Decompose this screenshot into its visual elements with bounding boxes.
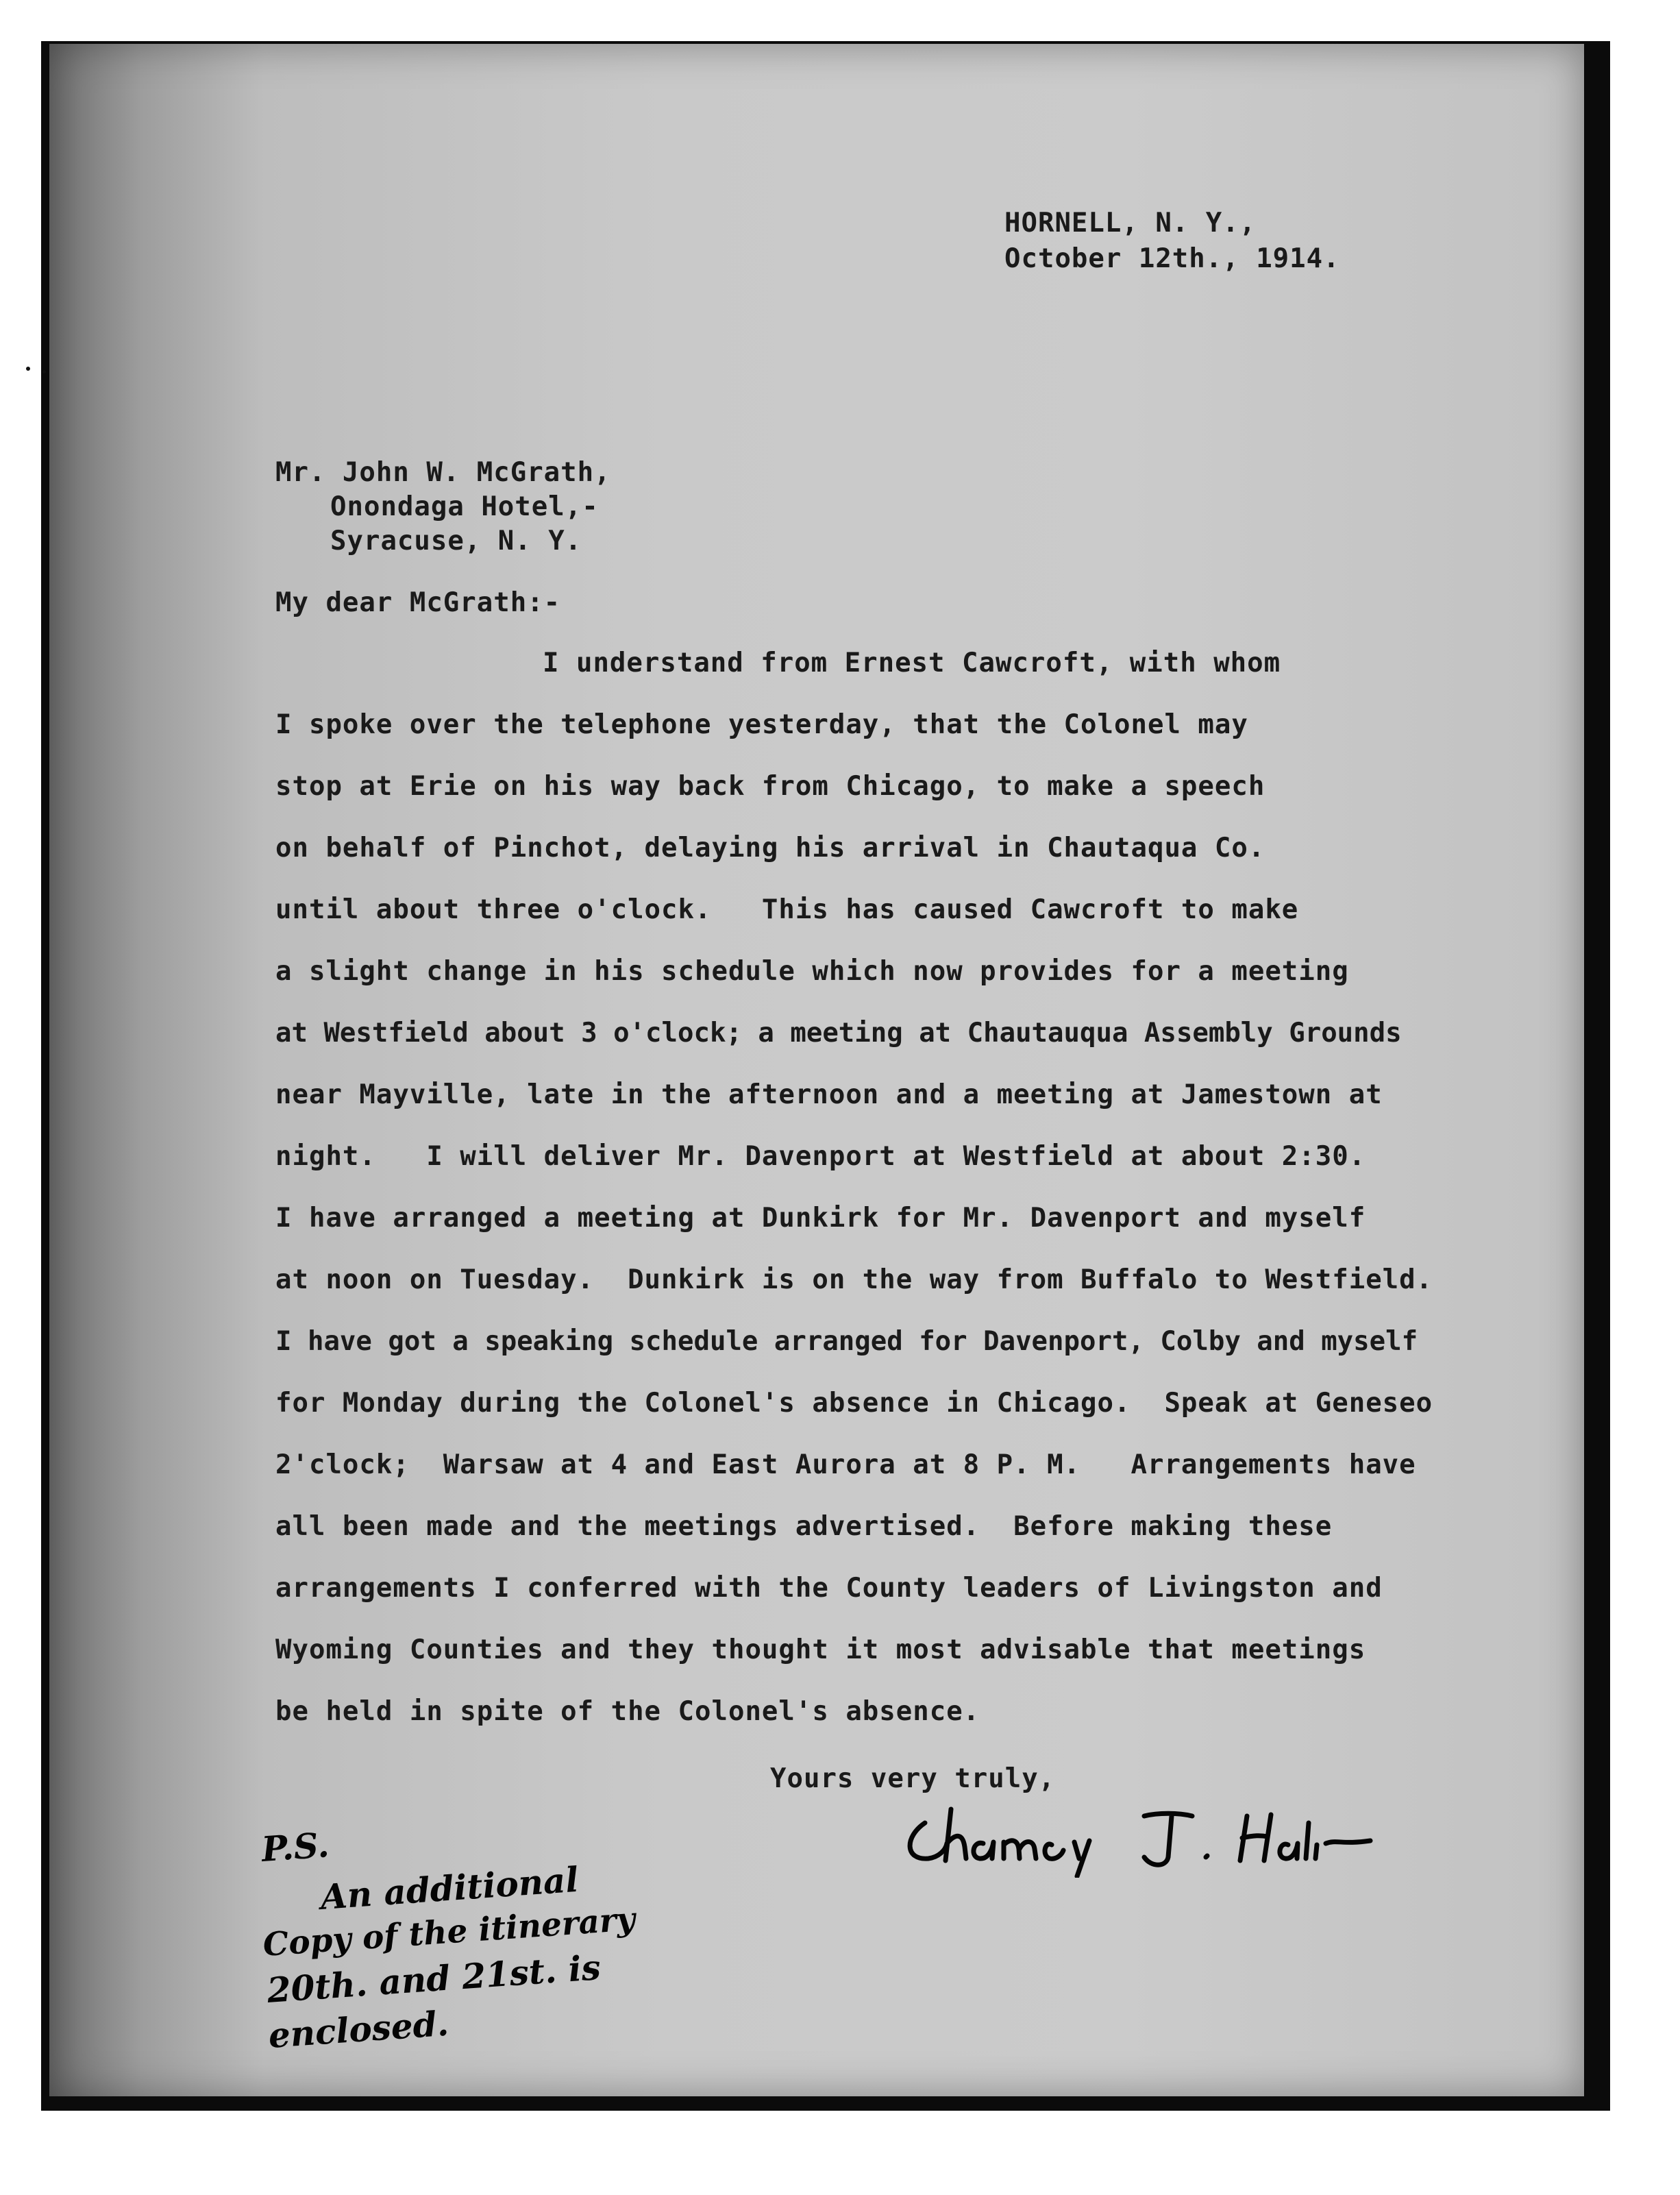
- body-line: night. I will deliver Mr. Davenport at Westfield at about 2:30.: [275, 1141, 1366, 1172]
- body-line: Wyoming Counties and they thought it most advisable that meetings: [275, 1634, 1366, 1665]
- body-line: stop at Erie on his way back from Chicago, to make a speech: [275, 771, 1265, 802]
- postscript-line: An additional: [319, 1859, 580, 1917]
- body-line: near Mayville, late in the afternoon and a meeting at Jamestown at: [275, 1079, 1383, 1110]
- postscript-line: enclosed.: [267, 2002, 450, 2056]
- stray-mark: [26, 367, 30, 371]
- body-line: I understand from Ernest Cawcroft, with whom: [543, 648, 1281, 678]
- body-line: 2'clock; Warsaw at 4 and East Aurora at 8 P. M. Arrangements have: [275, 1449, 1416, 1480]
- signature: [898, 1795, 1391, 1878]
- body-line: at noon on Tuesday. Dunkirk is on the way from Buffalo to Westfield.: [275, 1264, 1433, 1295]
- body-line: on behalf of Pinchot, delaying his arrival in Chautaqua Co.: [275, 833, 1265, 863]
- postscript-line: 20th. and 21st. is: [265, 1947, 602, 2011]
- body-line: I have got a speaking schedule arranged for Davenport, Colby and myself: [275, 1326, 1418, 1357]
- closing: Yours very truly,: [770, 1763, 1056, 1794]
- body-line: until about three o'clock. This has caused Cawcroft to make: [275, 894, 1299, 925]
- body-line: I have arranged a meeting at Dunkirk for Mr. Davenport and myself: [275, 1203, 1366, 1234]
- salutation: My dear McGrath:-: [275, 587, 561, 618]
- letter-date: October 12th., 1914.: [1004, 243, 1340, 274]
- signature-scrawl: [898, 1795, 1391, 1878]
- stray-mark: [42, 370, 46, 373]
- body-line: a slight change in his schedule which now provides for a meeting: [275, 956, 1349, 987]
- body-line: all been made and the meetings advertised. Before making these: [275, 1511, 1333, 1542]
- postscript-line: Copy of the itinerary: [262, 1900, 637, 1964]
- addressee-hotel: Onondaga Hotel,-: [330, 491, 599, 522]
- body-line: arrangements I conferred with the County leaders of Livingston and: [275, 1573, 1383, 1604]
- addressee-name: Mr. John W. McGrath,: [275, 457, 611, 488]
- addressee-city: Syracuse, N. Y.: [330, 526, 582, 556]
- body-line: I spoke over the telephone yesterday, that the Colonel may: [275, 709, 1248, 740]
- postscript-line: P.S.: [260, 1824, 331, 1869]
- letter-place: HORNELL, N. Y.,: [1004, 208, 1257, 238]
- body-line: at Westfield about 3 o'clock; a meeting at Chautauqua Assembly Grounds: [275, 1018, 1402, 1049]
- body-line: for Monday during the Colonel's absence in Chicago. Speak at Geneseo: [275, 1388, 1433, 1419]
- body-line: be held in spite of the Colonel's absence.: [275, 1696, 980, 1727]
